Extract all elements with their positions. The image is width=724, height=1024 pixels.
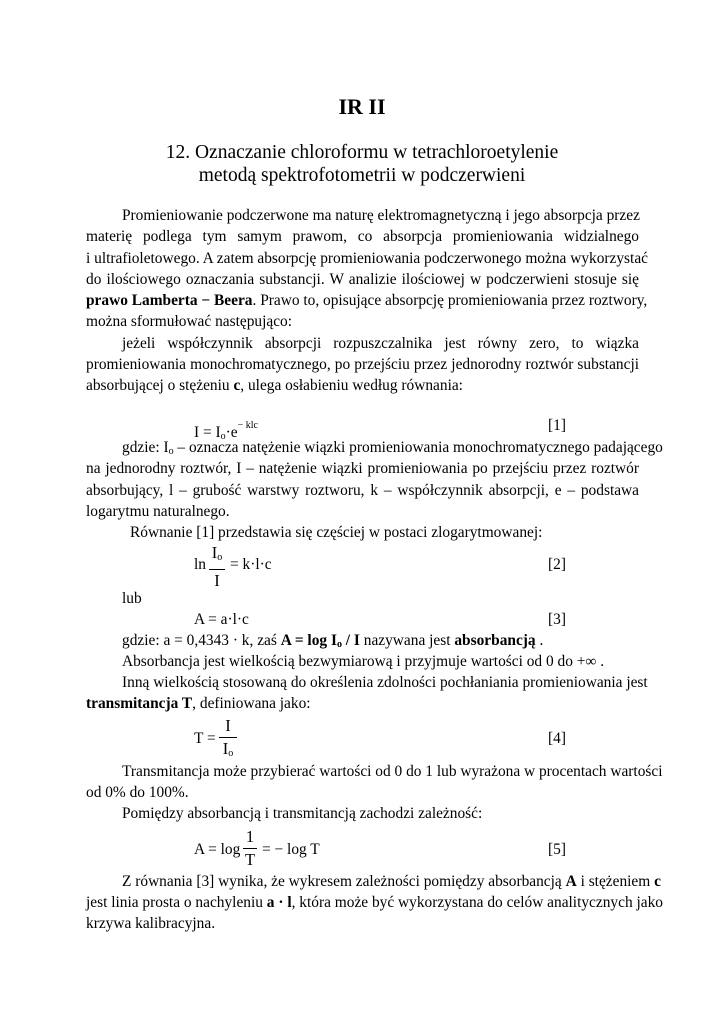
equation-5-number: [5] (548, 841, 566, 858)
equation-3: A = a·l·c (194, 611, 249, 628)
paragraph-line: prawo Lamberta − Beera. Prawo to, opisujące absorpcję promieniowania przez roztwory, (86, 292, 648, 309)
paragraph-line: logarytmu naturalnego. (86, 503, 230, 520)
paragraph-line: jest linia prosta o nachyleniu a · l, która może być wykorzystana do celów analitycznych jako (86, 894, 663, 911)
paragraph-line: absorbujący, l – grubość warstwy roztworu, k – współczynnik absorpcji, e – podstawa (86, 482, 639, 499)
section-title-line2: metodą spektrofotometrii w podczerwieni (198, 165, 526, 186)
paragraph-line: Absorbancja jest wielkością bezwymiarową i przyjmuje wartości od 0 do +∞ . (122, 653, 605, 670)
equation-5-rhs: = − log T (262, 841, 320, 858)
equation-3-number: [3] (548, 611, 566, 628)
paragraph-line: można sformułować następująco: (86, 313, 292, 330)
paragraph-line: promieniowania monochromatycznego, po przejściu przez jednorodny roztwór substancji (86, 356, 639, 373)
paragraph-line: absorbującej o stężeniu c, ulega osłabieniu według równania: (86, 377, 463, 394)
paragraph-line: krzywa kalibracyjna. (86, 915, 216, 932)
equation-1: $I = I_o\cdot e^{- klc}$ (194, 420, 258, 442)
paragraph-line: lub (122, 590, 142, 607)
equation-4-lhs: T = (194, 730, 216, 747)
paragraph-line: Z równania [3] wynika, że wykresem zależności pomiędzy absorbancją A i stężeniem c (122, 873, 661, 890)
paragraph-line: transmitancja T, definiowana jako: (86, 695, 311, 712)
paragraph-line: jeżeli współczynnik absorpcji rozpuszczalnika jest równy zero, to wiązka (122, 335, 639, 352)
paragraph-line: Inną wielkością stosowaną do określenia zdolności pochłaniania promieniowania jest (122, 674, 648, 691)
equation-5-lhs: A = log (194, 841, 241, 858)
equation-2-number: [2] (548, 556, 566, 573)
paragraph-line: Pomiędzy absorbancją i transmitancją zachodzi zależność: (122, 805, 483, 822)
page-title: IR II (338, 94, 386, 119)
equation-5-fraction: 1 T (244, 827, 256, 869)
equation-4-number: [4] (548, 730, 566, 747)
equation-2-fraction: $I_o$ I (209, 544, 225, 590)
paragraph-line: od 0% do 100%. (86, 784, 189, 801)
paragraph-line: do ilościowego oznaczania substancji. W analizie ilościowej w podczerwieni stosuje się (86, 271, 639, 288)
equation-4-fraction: I $I_o$ (219, 717, 237, 763)
paragraph-line: na jednorodny roztwór, I – natężenie wiązki promieniowania po przejściu przez roztwór (86, 460, 639, 477)
paragraph-line: Promieniowanie podczerwone ma naturę elektromagnetyczną i jego absorpcja przez (122, 207, 640, 224)
equation-2-ln: ln (194, 556, 206, 573)
equation-2-rhs: = k·l·c (230, 556, 272, 573)
law-name: prawo Lamberta − Beera (86, 292, 253, 309)
section-title-line1: 12. Oznaczanie chloroformu w tetrachloroetylenie (165, 142, 559, 163)
paragraph-line: Równanie [1] przedstawia się częściej w postaci zlogarytmowanej: (130, 524, 543, 541)
paragraph-line: gdzie: $I_o$ – oznacza natężenie wiązki promieniowania monochromatycznego padającego (122, 439, 663, 457)
paragraph-line: Transmitancja może przybierać wartości od 0 do 1 lub wyrażona w procentach wartości (122, 763, 663, 780)
paragraph-line: materię podlega tym samym prawom, co absorpcja promieniowania widzialnego (86, 228, 639, 245)
paragraph-line: gdzie: a = 0,4343 · k, zaś $A = \log I_o / I$ nazywana jest absorbancją . (122, 632, 544, 650)
paragraph-line: i ultrafioletowego. A zatem absorpcję promieniowania podczerwonego można wykorzystać (86, 250, 648, 267)
equation-1-number: [1] (548, 417, 566, 434)
